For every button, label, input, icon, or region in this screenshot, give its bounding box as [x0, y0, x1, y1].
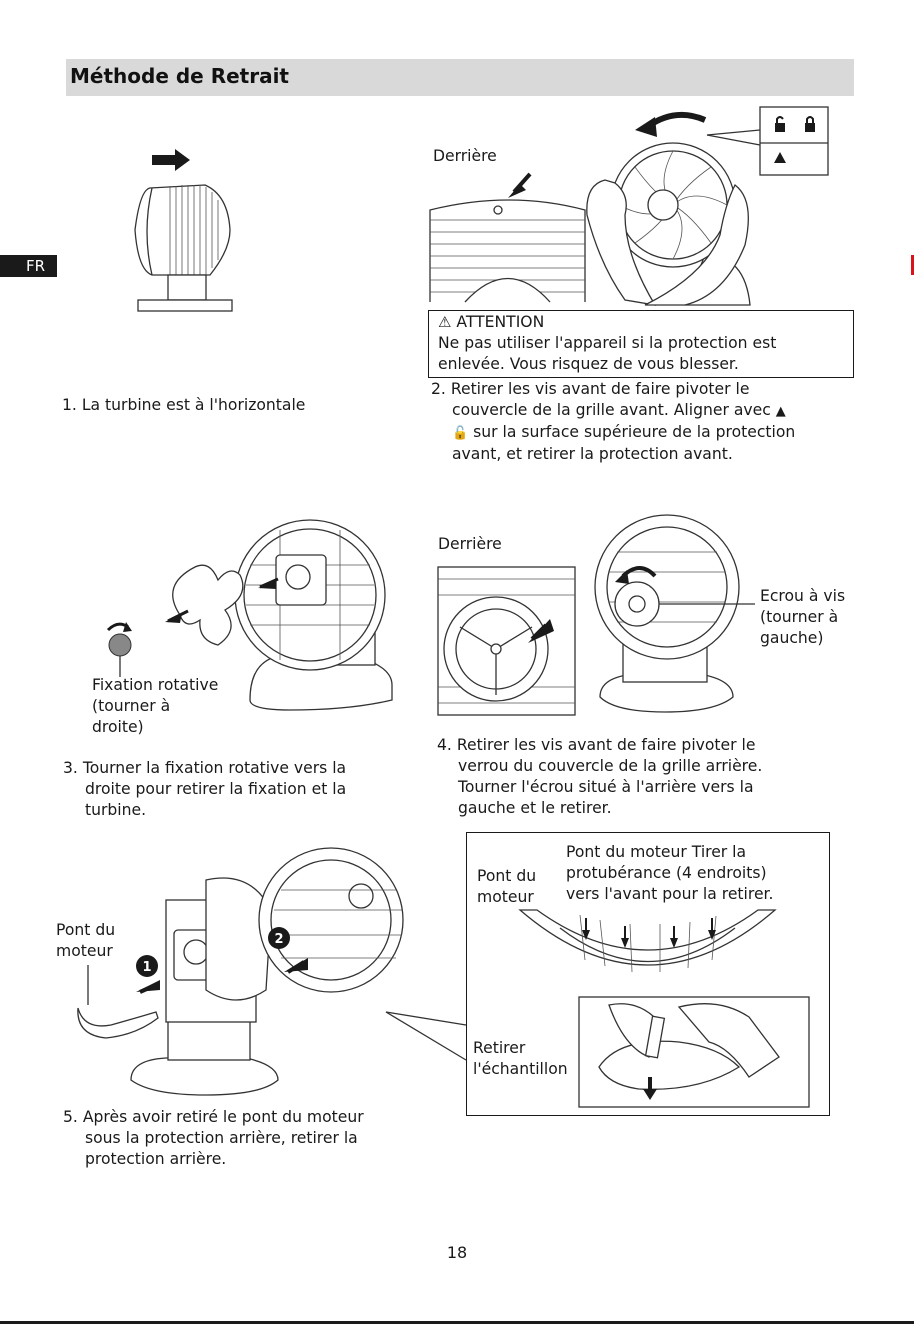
svg-text:2: 2	[274, 932, 284, 947]
label-derriere-1: Derrière	[433, 147, 497, 165]
language-tab: FR	[0, 255, 57, 277]
step-4-text: 4. Retirer les vis avant de faire pivoter le verrou du couvercle de la grille arrière. Tourner l'écrou situé à l'arrière vers la gauche et le retirer.	[437, 736, 763, 817]
pont-left-label: Pont du moteur	[56, 921, 116, 960]
fan-back-illustration	[595, 512, 760, 717]
hands-rotating-illustration	[585, 105, 835, 305]
rear-nut-grill-illustration	[438, 567, 578, 717]
rotate-arrow-icon	[635, 117, 657, 137]
triangle-marker-icon: ▲	[775, 404, 786, 419]
step-1-text: 1. La turbine est à l'horizontale	[62, 395, 306, 414]
motor-bridge-illustration	[56, 840, 466, 1100]
step-3-text: 3. Tourner la fixation rotative vers la droite pour retirer la fixation et la turbine.	[63, 759, 347, 819]
sample-removal-illustration	[579, 997, 811, 1109]
retirer-label: Retirer l'échantillon	[473, 1039, 568, 1078]
attention-title: ⚠ ATTENTION	[438, 313, 545, 331]
step-2-text: 2. Retirer les vis avant de faire pivoter le couvercle de la grille avant. Aligner avec ▲ 🔓 sur la surface supérieure de la protection avant, et retirer la protection avant.	[431, 380, 796, 463]
svg-text:1: 1	[142, 960, 152, 975]
pont-instruction: Pont du moteur Tirer la protubérance (4 endroits) vers l'avant pour la retirer.	[566, 843, 774, 903]
protrusion-illustration	[520, 910, 775, 985]
fixation-label: Fixation rotative (tourner à droite)	[92, 676, 219, 736]
attention-text: Ne pas utiliser l'appareil si la protection est enlevée. Vous risquez de vous blesser.	[438, 334, 777, 373]
fan-side-illustration	[130, 140, 240, 315]
pont-box-label: Pont du moteur	[477, 867, 537, 906]
warning-triangle-icon: ⚠	[438, 313, 452, 331]
unlock-icon: 🔓	[452, 426, 469, 441]
page-title: Méthode de Retrait	[70, 64, 289, 88]
step-5-text: 5. Après avoir retiré le pont du moteur sous la protection arrière, retirer la protection arrière.	[63, 1108, 364, 1168]
arrow-left-icon	[152, 149, 190, 171]
ecrou-label: Ecrou à vis (tourner à gauche)	[760, 587, 846, 647]
page-number: 18	[446, 1243, 468, 1262]
rear-grill-illustration	[430, 170, 590, 302]
label-derriere-2: Derrière	[438, 535, 502, 553]
